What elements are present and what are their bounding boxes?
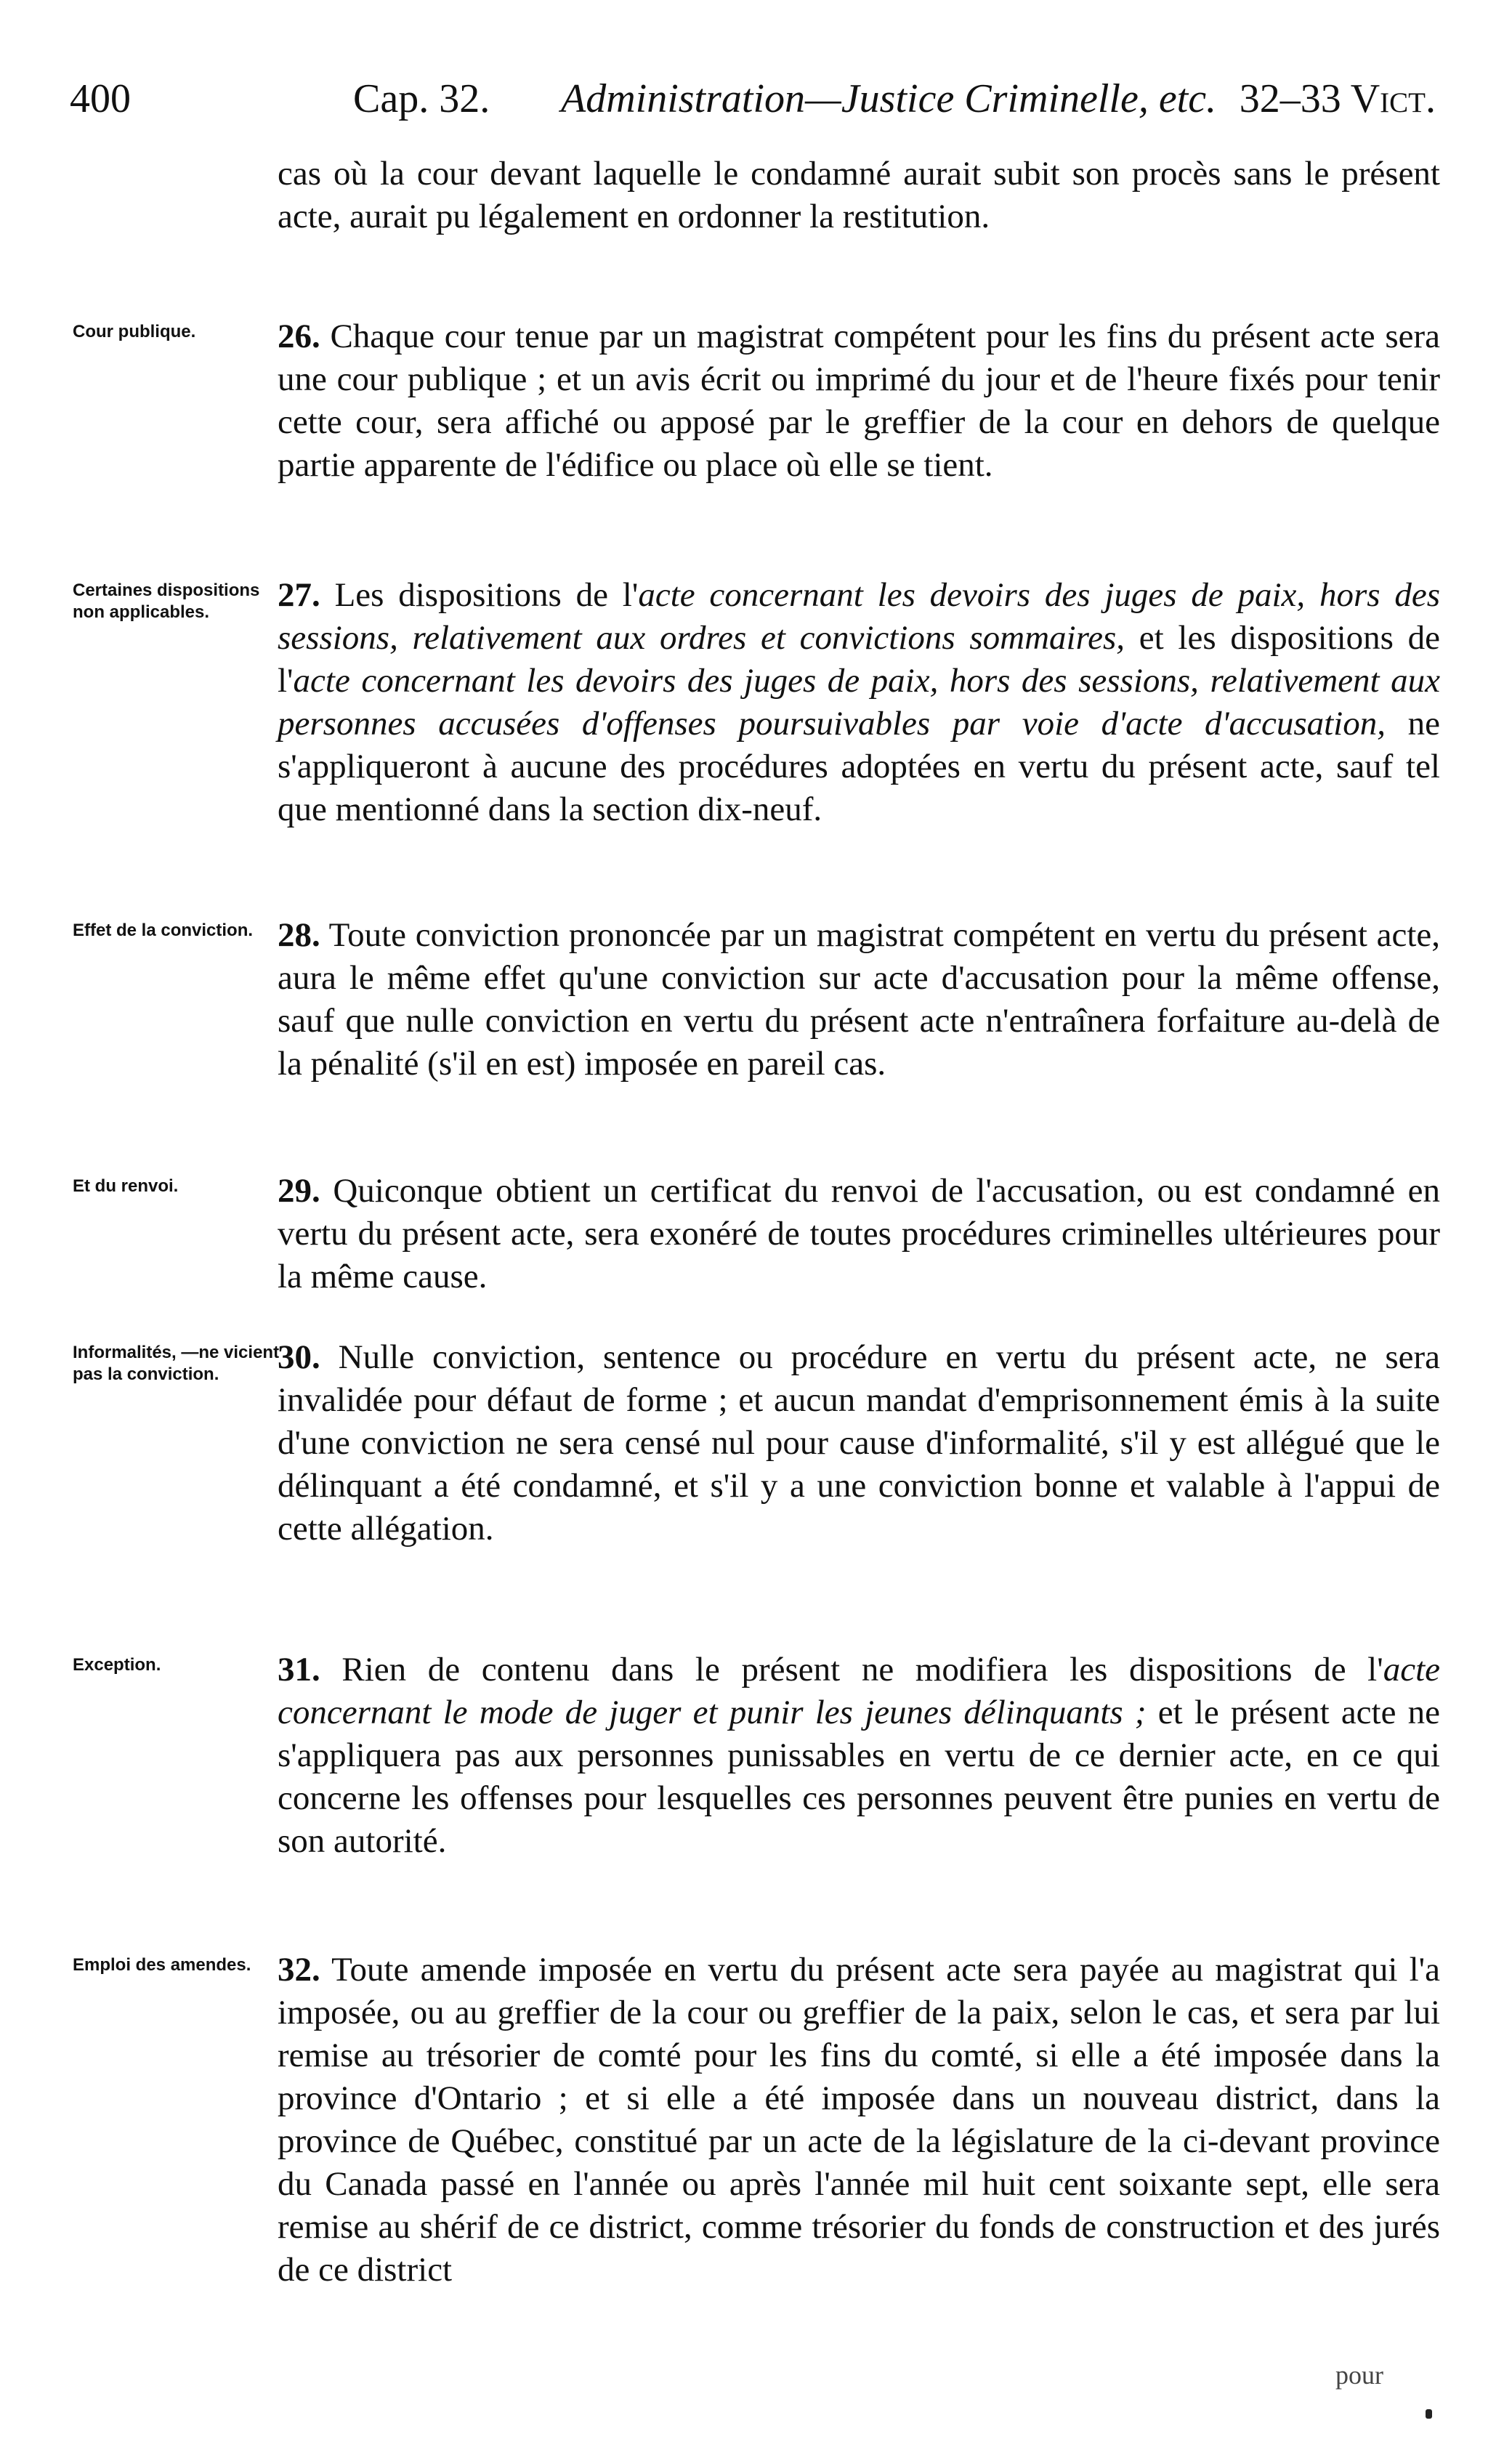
margin-note-29: Et du renvoi. [73, 1176, 179, 1196]
section-32 [278, 1949, 1440, 2292]
section-number: 28. [278, 916, 320, 954]
regnal-year: 32–33 Vict. [1239, 76, 1436, 121]
running-header [70, 70, 1436, 128]
paragraph-text: Toute amende imposée en vertu du présent acte sera payée au magistrat qui l'a imposée, ou au greffier de la cour ou greffier de la paix, selon le cas, et sera par lui remise au trésorier de comté pour les fins du comté, si elle a été imposée dans la province d'Ontario ; et si elle a été imposée dans un nouveau district, dans la province de Québec, constitué par un acte de la législature de la ci-devant province du Canada passé en l'année ou après l'année mil huit cent soixante sept, elle sera remise au shérif de ce district, comme trésorier du fonds de construction et des jurés de ce district [278, 1951, 1441, 2289]
margin-note-28: Effet de la conviction. [73, 921, 254, 940]
catchword: pour [1335, 2361, 1383, 2390]
paragraph-text: Nulle conviction, sentence ou procédure en vertu du présent acte, ne sera invalidée pour défaut de forme ; et aucun mandat d'emprisonnement émis à la suite d'une conviction ne sera censé nul pour cause d'informalité, s'il y est allégué que le délinquant a été condamné, et s'il y a une conviction bonne et valable à l'appui de cette allégation. [278, 1338, 1441, 1548]
section-25-continuation [278, 153, 1440, 238]
section-26 [278, 315, 1440, 487]
paragraph-text: et le présent acte ne s'appliquera pas aux personnes punissables en vertu de ce dernier acte, en ce qui concerne les offenses pour lesquelles ces personnes peuvent être punies en vertu de son autorité. [278, 1694, 1441, 1860]
section-31 [278, 1649, 1440, 1863]
margin-note-32: Emploi des amendes. [73, 1955, 251, 1975]
paragraph-text: et les dispositions de l' [278, 619, 1441, 700]
section-number: 29. [278, 1172, 320, 1210]
page-number: 400 [70, 76, 131, 121]
chapter-label: Cap. 32. [353, 76, 490, 121]
section-number: 30. [278, 1338, 320, 1376]
paragraph-text: ne s'appliqueront à aucune des procédures adoptées en vertu du présent acte, sauf tel que mentionné dans la section dix-neuf. [278, 705, 1440, 828]
paragraph-text: Chaque cour tenue par un magistrat compétent pour les fins du présent acte sera une cour publique ; et un avis écrit ou imprimé du jour et de l'heure fixés pour tenir cette cour, sera affiché ou apposé par le greffier de la cour en dehors de quelque partie apparente de l'édifice ou place où elle se tient. [278, 317, 1440, 484]
section-28 [278, 914, 1440, 1085]
section-27 [278, 574, 1440, 831]
section-number: 27. [278, 576, 320, 614]
section-number: 31. [278, 1651, 320, 1688]
section-number: 32. [278, 1951, 320, 1989]
ink-speck [1426, 2409, 1432, 2419]
paragraph-text: Rien de contenu dans le présent ne modifiera les dispositions de l' [341, 1651, 1383, 1688]
section-29 [278, 1170, 1440, 1298]
act-title: acte concernant les devoirs des juges de paix, hors des sessions, relativement aux personnes accusées d'offenses poursuivables par voie d'acte d'accusation, [278, 662, 1440, 743]
margin-note-31: Exception. [73, 1655, 161, 1675]
paragraph-text: Toute conviction prononcée par un magistrat compétent en vertu du présent acte, aura le même effet qu'une conviction sur acte d'accusation pour la même offense, sauf que nulle conviction en vertu du présent acte n'entraînera forfaiture au-delà de la pénalité (s'il en est) imposée en pareil cas. [278, 916, 1441, 1083]
section-number: 26. [278, 317, 320, 355]
section-30 [278, 1336, 1440, 1550]
paragraph-text: cas où la cour devant laquelle le condamné aurait subit son procès sans le présent acte, aurait pu légalement en ordonner la restitution. [278, 155, 1440, 235]
paragraph-text: Les dispositions de l' [334, 576, 639, 614]
running-title: Administration—Justice Criminelle, etc. [561, 76, 1217, 121]
paragraph-text: Quiconque obtient un certificat du renvoi de l'accusation, ou est condamné en vertu du présent acte, sera exonéré de toutes procédures criminelles ultérieures pour la même cause. [278, 1172, 1440, 1295]
act-title: acte concernant les devoirs des juges de paix, hors des sessions, relativement aux ordres et convictions sommaires, [278, 576, 1441, 657]
margin-note-27: Certaines dispositions non applicables. [73, 581, 260, 622]
act-title: acte concernant le mode de juger et punir les jeunes délinquants ; [278, 1651, 1440, 1731]
margin-note-30: Informalités, —ne vicient pas la conviction. [73, 1343, 280, 1384]
margin-note-26: Cour publique. [73, 322, 196, 341]
